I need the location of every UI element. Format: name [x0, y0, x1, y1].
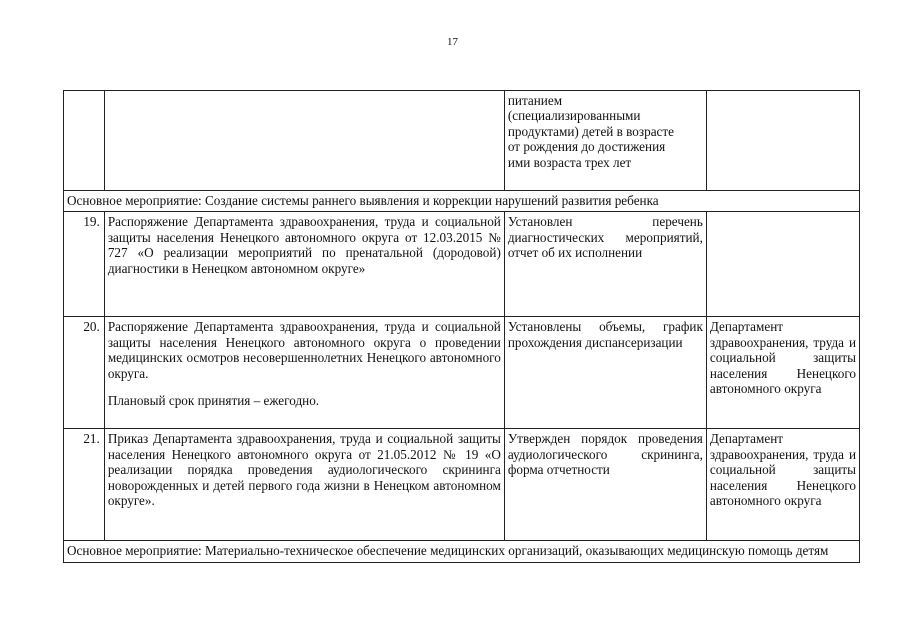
item-number: 20. — [64, 317, 105, 429]
item-result: Установлены объемы, график прохождения диспансеризации — [504, 317, 706, 429]
result-line: от рождения до достижения — [507, 139, 666, 155]
result-line: ими возраста трех лет — [507, 154, 632, 170]
page-number: 17 — [447, 36, 458, 48]
spacer — [108, 381, 501, 393]
item-document-note: Плановый срок принятия – ежегодно. — [107, 393, 320, 409]
item-executor — [706, 212, 859, 317]
item-number: 19. — [64, 212, 105, 317]
cell-num-empty — [64, 91, 105, 191]
cell-result-continuation — [504, 91, 706, 191]
table-row-20 — [64, 317, 860, 429]
result-line: продуктами) детей в возрасте — [507, 123, 675, 139]
section-row — [64, 541, 860, 562]
table-row-19 — [64, 212, 860, 317]
cell-doc-empty — [104, 91, 504, 191]
item-document — [104, 317, 504, 429]
item-executor: Департамент здравоохранения, труда и социальной защиты населения Ненецкого автономного округа — [706, 317, 859, 429]
cell-executor-empty — [706, 91, 859, 191]
section-heading: Основное мероприятие: Создание системы раннего выявления и коррекции нарушений развития ребенка — [64, 191, 860, 212]
item-result: Утвержден порядок проведения аудиологического скрининга, форма отчетности — [504, 429, 706, 541]
table-row-21 — [64, 429, 860, 541]
item-result: Установлен перечень диагностических мероприятий, отчет об их исполнении — [504, 212, 706, 317]
result-line: питанием — [507, 93, 563, 108]
result-line: (специализированными — [507, 108, 641, 124]
item-executor: Департамент здравоохранения, труда и социальной защиты населения Ненецкого автономного округа — [706, 429, 859, 541]
item-document: Приказ Департамента здравоохранения, труда и социальной защиты населения Ненецкого автономного округа от 21.05.2012 № 19 «О реализации порядка проведения аудиологического скрининга новорожденных и детей первого года жизни в Ненецком автономном округе». — [104, 429, 504, 541]
measures-table — [63, 90, 860, 563]
table-row-continuation — [64, 91, 860, 191]
item-document-text: Распоряжение Департамента здравоохранения, труда и социальной защиты населения Ненецкого автономного округа о проведении медицинских осмотров несовершеннолетних Ненецкого автономного округа. — [107, 319, 501, 381]
section-heading: Основное мероприятие: Материально-техническое обеспечение медицинских организаций, оказывающих медицинскую помощь детям — [64, 541, 860, 562]
item-document: Распоряжение Департамента здравоохранения, труда и социальной защиты населения Ненецкого автономного округа от 12.03.2015 № 727 «О реализации мероприятий по пренатальной (дородовой) диагностики в Ненецком автономном округе» — [104, 212, 504, 317]
item-number: 21. — [64, 429, 105, 541]
section-row — [64, 191, 860, 212]
